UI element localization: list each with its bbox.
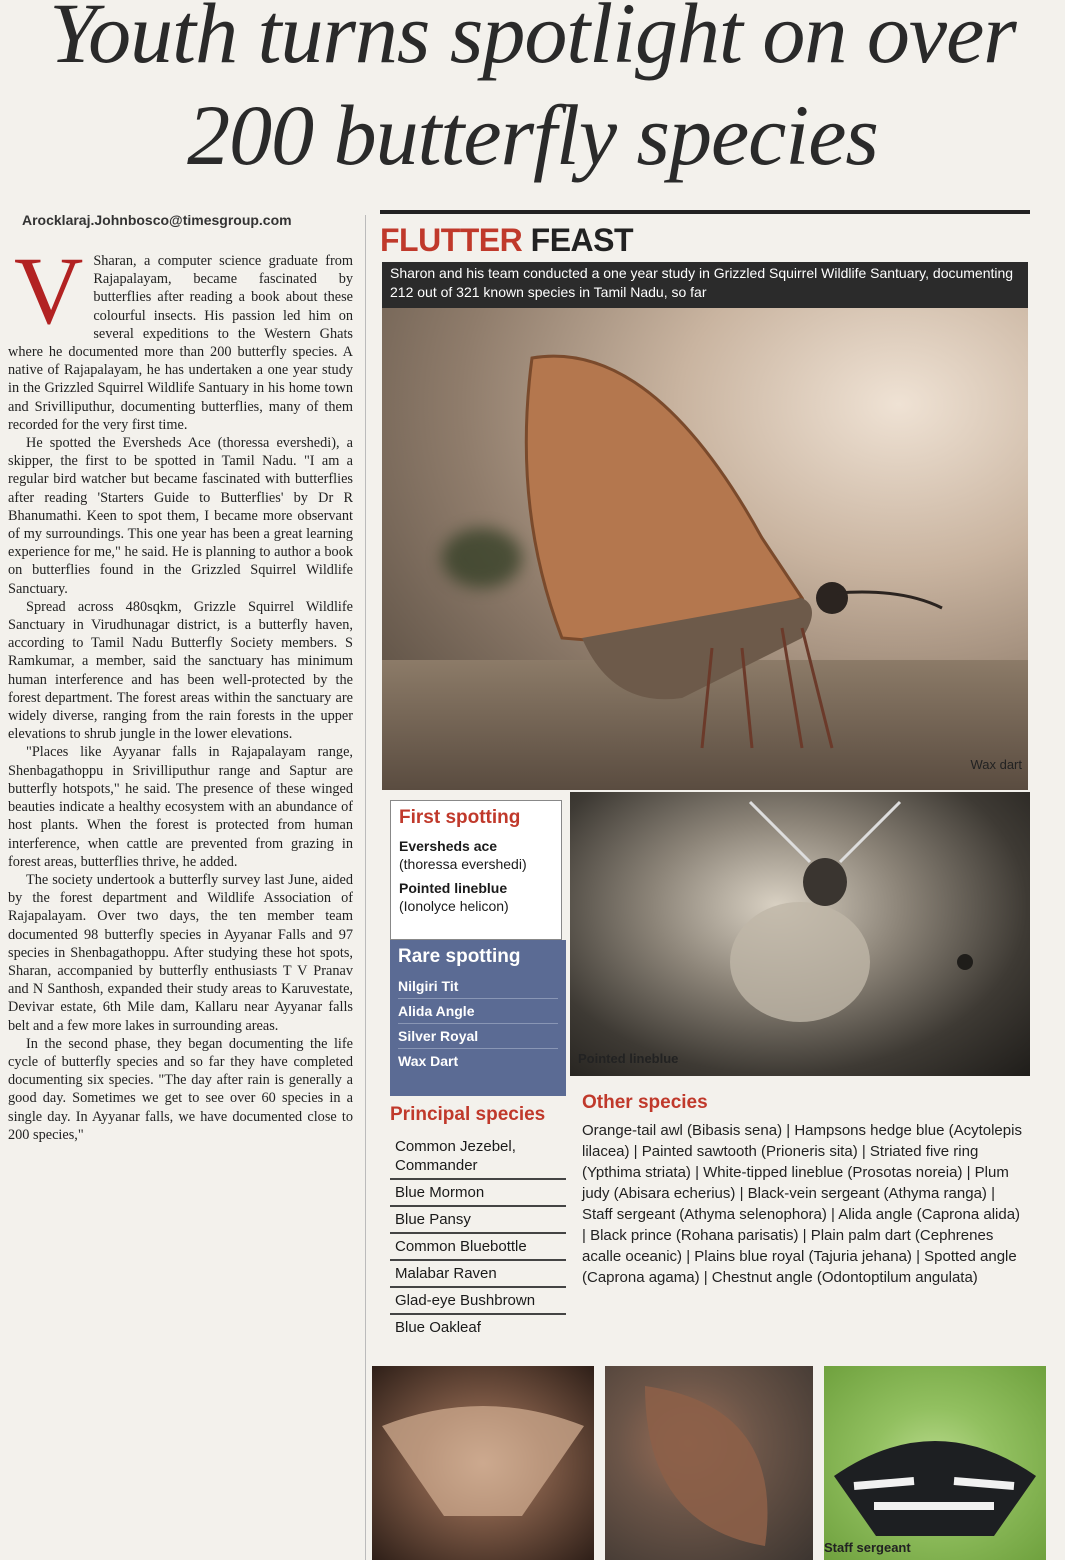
article-paragraph: The society undertook a butterfly survey last June, aided by the forest department and Wildlife Association of Rajapalayam. Over two days, the ten member team documented 98 butterfly species in Ayyanar Falls and 97 species in Shenbagathoppu. After studying these hot spots, Sharan, accompanied by butterfly enthusiasts T V Pranav and N Santhosh, expanded their study areas to Karuvestate, Devivar estate, 6th Mile dam, Kallaru near Ayyanar falls belt and a few more lakes in surrounding areas. xyxy=(8,871,353,1034)
moth-illustration xyxy=(372,1366,594,1560)
leaf-illustration xyxy=(605,1366,813,1560)
other-species-box xyxy=(582,1092,1028,1288)
headline: Youth turns spotlight on over 200 butterfly species xyxy=(49,0,1016,183)
butterfly-illustration xyxy=(382,308,1028,790)
drop-cap: V xyxy=(14,252,84,344)
pointed-lineblue-photo xyxy=(570,792,1030,1076)
principal-species-item: Blue Oakleaf xyxy=(395,1319,481,1336)
other-species-title: Other species xyxy=(582,1092,708,1113)
rare-species-item: Alida Angle xyxy=(398,999,558,1024)
section-rule xyxy=(380,210,1030,214)
principal-species-item: Blue Pansy xyxy=(390,1207,566,1234)
section-title: FLUTTER FEAST xyxy=(380,222,634,258)
rare-species-item: Nilgiri Tit xyxy=(398,974,558,999)
rare-spotting-box xyxy=(390,940,566,1096)
article-paragraph: In the second phase, they began documenting the life cycle of butterfly species and so far they have completed documenting six species. "The day after rain is generally a good day. Sometimes we get to see over 60 species in a single day. In Ayyanar falls, we have documented close to 200 species," xyxy=(8,1035,353,1143)
first-spotting-box xyxy=(390,800,562,940)
photo-label: Pointed lineblue xyxy=(578,1051,679,1066)
leaf-butterfly-photo xyxy=(605,1366,813,1560)
rare-species-item: Wax Dart xyxy=(398,1053,459,1069)
other-species-list: Orange-tail awl (Bibasis sena) | Hampsons hedge blue (Acytolepis lilacea) | Painted sawtooth (Prioneris sita) | Striated five ring (Ypthima striata) | White-tipped lineblue (Prosotas noreia) | Plum judy (Abisara echerius) | Black-vein sergeant (Athyma ranga) | Staff sergeant (Athyma selenophora) | Alida angle (Caprona alida) | Black prince (Rohana parisatis) | Plain palm dart (Cephrenes acalle oceanic) | Plains blue royal (Tajuria jehana) | Spotted angle (Caprona agama) | Chestnut angle (Odontoptilum angulata) xyxy=(582,1122,1022,1286)
principal-species-item: Common Bluebottle xyxy=(390,1234,566,1261)
principal-species-item: Blue Mormon xyxy=(390,1180,566,1207)
principal-species-box xyxy=(390,1104,566,1340)
thumbnail-caption: Staff sergeant xyxy=(824,1540,911,1555)
principal-species-item: Common Jezebel, Commander xyxy=(390,1134,566,1180)
article-paragraph: V Sharan, a computer science graduate from Rajapalayam, became fascinated by butterflies after reading a book about these colourful insects. His passion led him on several expeditions to the Western Ghats where he documented more than 200 butterfly species. A native of Rajapalayam, he has undertaken a one year study in the Grizzled Squirrel Wildlife Santuary in his home town and Srivilliputhur, documenting butterflies, many of them recorded for the very first time. xyxy=(8,252,353,433)
article-paragraph: He spotted the Eversheds Ace (thoressa evershedi), a skipper, the first to be spotted in Tamil Nadu. "I am a regular bird watcher but became fascinated with butterflies after reading 'Starters Guide to Butterflies' by Dr R Bhanumathi. Keen to spot them, I became more observant of my surroundings. This one year has been a great learning experience for me," he said. He is planning to author a book on butterflies found in the Grizzled Squirrel Wildlife Sanctuary. xyxy=(8,435,353,597)
wax-dart-photo xyxy=(382,308,1028,790)
rare-spotting-title: Rare spotting xyxy=(398,946,521,967)
photo-caption: Sharon and his team conducted a one year study in Grizzled Squirrel Wildlife Santuary, documenting 212 out of 321 known species in Tamil Nadu, so far xyxy=(382,262,1028,308)
principal-species-item: Glad-eye Bushbrown xyxy=(390,1288,566,1315)
moth-photo xyxy=(372,1366,594,1560)
first-spotting-title: First spotting xyxy=(399,807,521,828)
rare-species-item: Silver Royal xyxy=(398,1024,558,1049)
column-divider xyxy=(365,215,366,1560)
species-entry: Pointed lineblue (Ionolyce helicon) xyxy=(399,880,509,914)
butterfly-closeup-illustration xyxy=(570,792,1030,1076)
byline: Arocklaraj.Johnbosco@timesgroup.com xyxy=(22,212,292,228)
article-paragraph: Spread across 480sqkm, Grizzle Squirrel Wildlife Sanctuary in Virudhunagar district, is a butterfly haven, according to Tamil Nadu Butterfly Society members. S Ramkumar, a member, said the sanctuary has minimum human interference and has been well-protected by the forest department. The forest areas within the sanctuary are widely diverse, ranging from the rain forests in the upper elevations to shrub jungle in the lower elevations. xyxy=(8,598,353,743)
article-paragraph: "Places like Ayyanar falls in Rajapalayam range, Shenbagathoppu in Srivilliputhur range and Saptur are butterfly hotspots," he said. The presence of these winged beauties indicate a healthy ecosystem with an abundance of host plants. When the forest is protected from human interference, when cattle are prevented from grazing in forest areas, butterflies thrive, he added. xyxy=(8,744,353,870)
article-body xyxy=(8,252,353,1557)
photo-label: Wax dart xyxy=(970,757,1022,772)
species-entry: Eversheds ace (thoressa evershedi) xyxy=(399,838,527,872)
staff-sergeant-illustration xyxy=(824,1366,1046,1560)
staff-sergeant-photo xyxy=(824,1366,1046,1560)
principal-species-title: Principal species xyxy=(390,1104,546,1125)
principal-species-item: Malabar Raven xyxy=(390,1261,566,1288)
